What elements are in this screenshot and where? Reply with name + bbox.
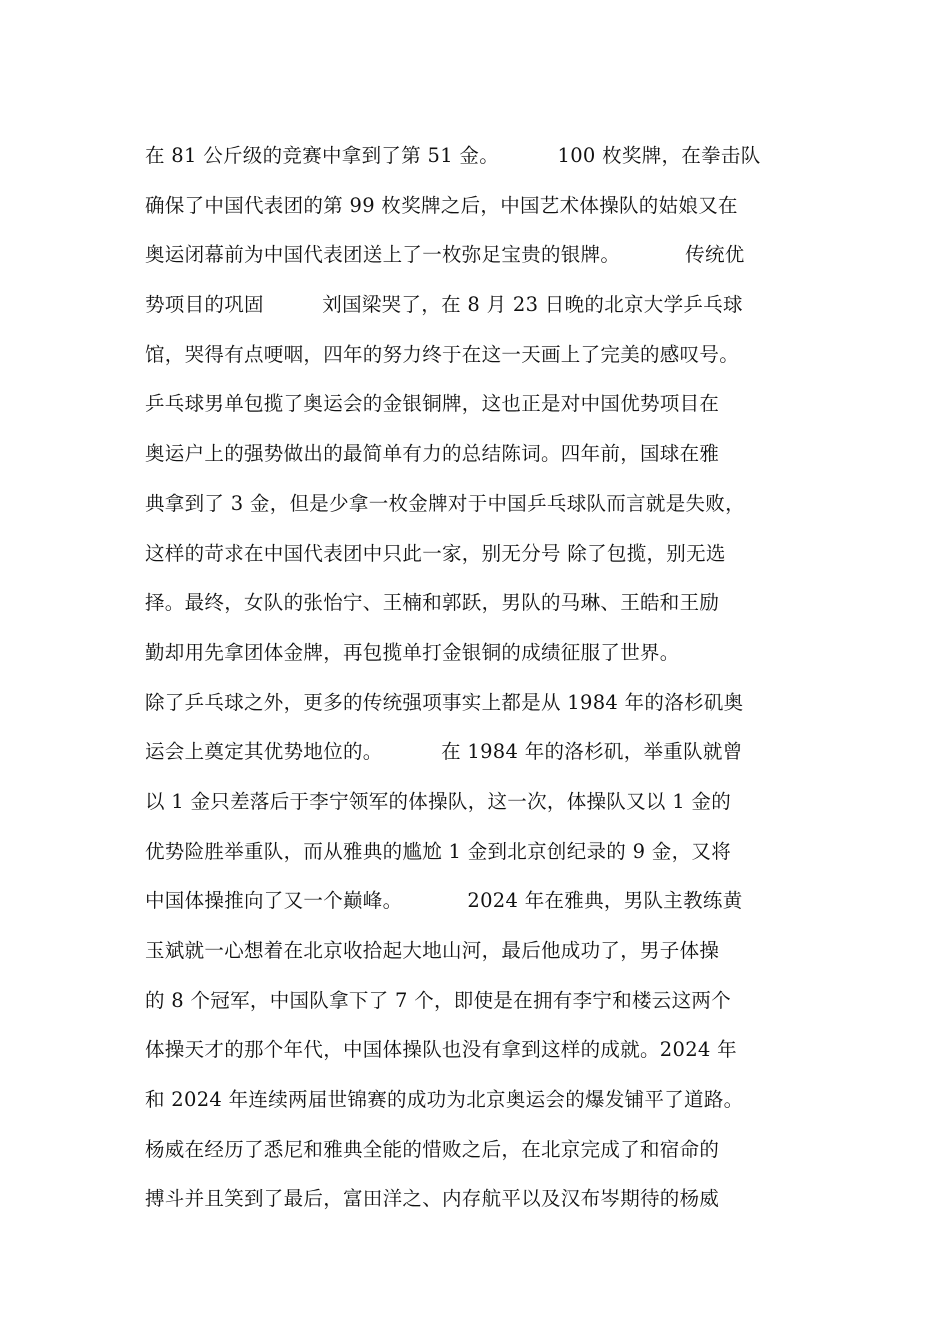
text-line: 搏斗并且笑到了最后，富田洋之、内存航平以及汉布岑期待的杨威 xyxy=(145,1187,720,1211)
text-line: 玉斌就一心想着在北京收拾起大地山河，最后他成功了，男子体操 xyxy=(145,939,720,962)
text-line: 体操天才的那个年代，中国体操队也没有拿到这样的成就。2024 年 xyxy=(145,1038,737,1062)
text-line: 奥运户上的强势做出的最简单有力的总结陈词。四年前，国球在雅 xyxy=(145,442,720,466)
text-line: 典拿到了 3 金，但是少拿一枚金牌对于中国乒乓球队而言就是失败， xyxy=(145,491,745,515)
text-line: 的 8 个冠军，中国队拿下了 7 个，即使是在拥有李宁和楼云这两个 xyxy=(145,988,732,1012)
text-line: 势项目的巩固 刘国梁哭了，在 8 月 23 日晚的北京大学乒乓球 xyxy=(145,293,743,317)
body-text xyxy=(145,131,845,1224)
text-line: 在 81 公斤级的竞赛中拿到了第 51 金。 100 枚奖牌，在拳击队 xyxy=(145,144,761,167)
text-line: 奥运闭幕前为中国代表团送上了一枚弥足宝贵的银牌。 传统优 xyxy=(145,243,745,267)
text-line: 这样的苛求在中国代表团中只此一家，别无分号 除了包揽，别无选 xyxy=(145,541,726,565)
text-line: 运会上奠定其优势地位的。 在 1984 年的洛杉矶，举重队就曾 xyxy=(145,740,743,764)
text-line: 和 2024 年连续两届世锦赛的成功为北京奥运会的爆发铺平了道路。 xyxy=(145,1088,744,1112)
text-line: 确保了中国代表团的第 99 枚奖牌之后，中国艺术体操队的姑娘又在 xyxy=(145,193,738,217)
text-line: 以 1 金只差落后于李宁领军的体操队，这一次，体操队又以 1 金的 xyxy=(145,789,732,813)
text-line: 优势险胜举重队，而从雅典的尴尬 1 金到北京创纪录的 9 金，又将 xyxy=(145,839,732,863)
text-line: 杨威在经历了悉尼和雅典全能的惜败之后，在北京完成了和宿命的 xyxy=(145,1137,720,1161)
text-line: 除了乒乓球之外，更多的传统强项事实上都是从 1984 年的洛杉矶奥 xyxy=(145,690,744,714)
text-line: 勤却用先拿团体金牌，再包揽单打金银铜的成绩征服了世界。 xyxy=(145,640,680,664)
text-line: 馆，哭得有点哽咽，四年的努力终于在这一天画上了完美的感叹号。 xyxy=(145,342,740,366)
text-line: 中国体操推向了又一个巅峰。 2024 年在雅典，男队主教练黄 xyxy=(145,889,743,913)
text-line: 乒乓球男单包揽了奥运会的金银铜牌，这也正是对中国优势项目在 xyxy=(145,392,720,416)
text-line: 择。最终，女队的张怡宁、王楠和郭跃，男队的马琳、王皓和王励 xyxy=(145,591,720,615)
